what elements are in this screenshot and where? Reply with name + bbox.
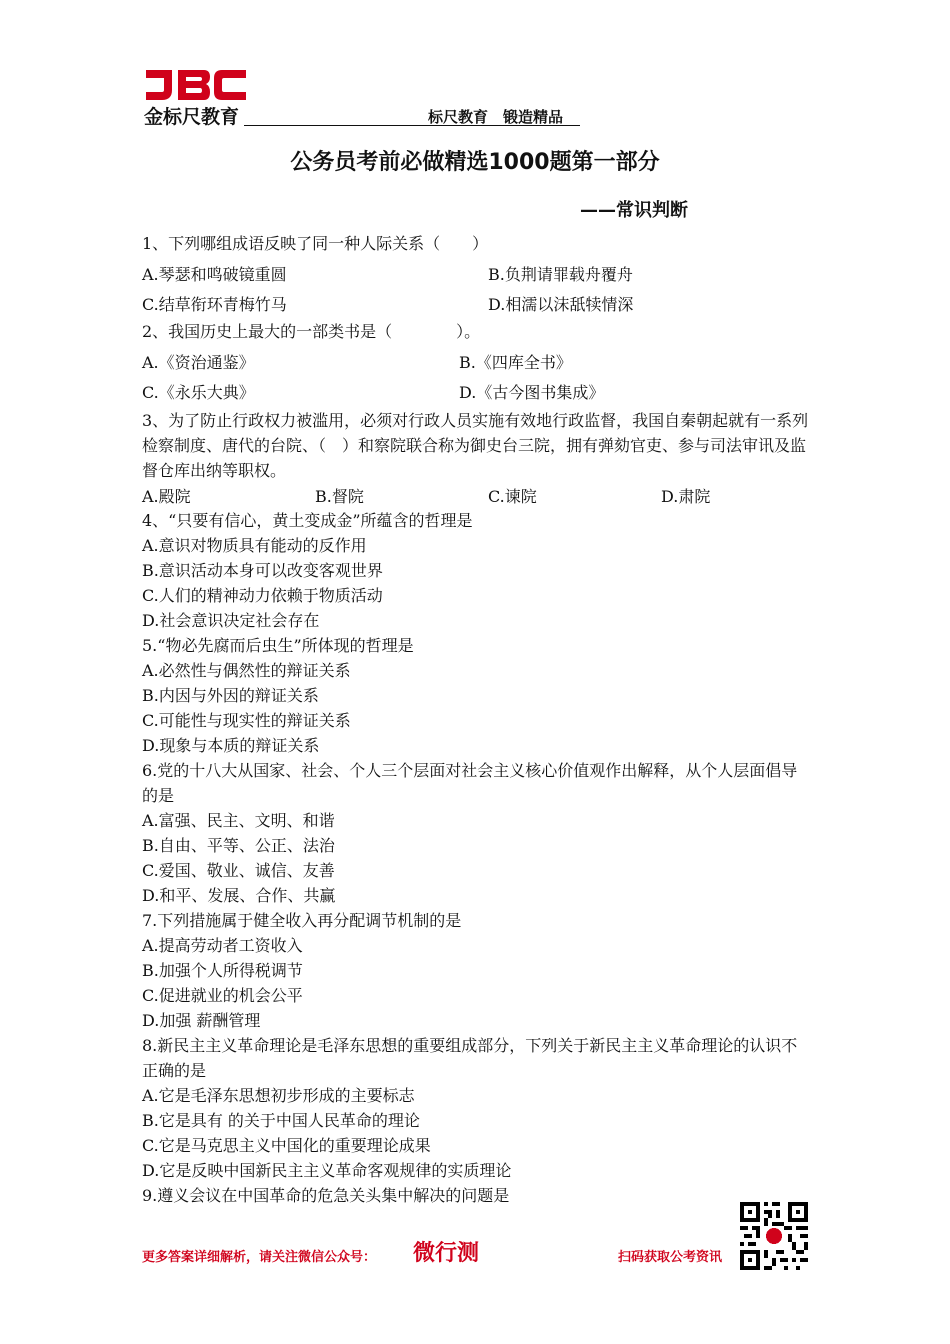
- option-a: A.富强、民主、文明、和谐: [142, 811, 335, 830]
- option-a: A.意识对物质具有能动的反作用: [142, 536, 367, 555]
- footer-qr-prompt: 扫码获取公考资讯: [618, 1250, 723, 1265]
- option-d: D.它是反映中国新民主主义革命客观规律的实质理论: [142, 1161, 512, 1180]
- option-d: D.和平、发展、合作、共赢: [142, 886, 336, 905]
- option-b: B.自由、平等、公正、法治: [142, 836, 335, 855]
- page-subtitle: ——常识判断: [580, 200, 688, 221]
- question-2-options-row-2: [142, 376, 810, 406]
- option-d: D.社会意识决定社会存在: [142, 611, 320, 630]
- option-a: A.它是毛泽东思想初步形成的主要标志: [142, 1086, 415, 1105]
- question-1-options-row-1: [142, 258, 810, 288]
- logo-text: 金标尺教育: [144, 106, 240, 128]
- jbc-logo-mark-icon: [142, 68, 248, 102]
- option-c: C.可能性与现实性的辩证关系: [142, 711, 351, 730]
- question-3-options: [142, 483, 810, 508]
- option-d: D.相濡以沫舐犊情深: [488, 294, 634, 314]
- header-slogan: 标尺教育 锻造精品: [428, 108, 564, 126]
- footer-wechat-brand: 微行测: [413, 1241, 480, 1266]
- option-c: C.谏院: [488, 487, 537, 506]
- question-3-stem: 3、为了防止行政权力被滥用，必须对行政人员实施有效地行政监督，我国自秦朝起就有一系列检察制度、唐代的台院、（ ）和察院联合称为御史台三院，拥有弹劾官吏、参与司法审讯及监督仓库出纳等职权。: [142, 411, 809, 480]
- option-a: A.琴瑟和鸣破镜重圆: [142, 264, 287, 284]
- question-1-options-row-2: [142, 288, 810, 318]
- option-a: A.必然性与偶然性的辩证关系: [142, 661, 351, 680]
- option-c: C.促进就业的机会公平: [142, 986, 303, 1005]
- option-a: A.提高劳动者工资收入: [142, 936, 303, 955]
- option-c: C.人们的精神动力依赖于物质活动: [142, 586, 383, 605]
- question-list: [142, 230, 810, 1208]
- option-d: D.加强 薪酬管理: [142, 1011, 261, 1030]
- option-b: B.加强个人所得税调节: [142, 961, 303, 980]
- option-b: B.意识活动本身可以改变客观世界: [142, 561, 383, 580]
- question-6-stem: 6.党的十八大从国家、社会、个人三个层面对社会主义核心价值观作出解释，从个人层面倡导的是: [142, 761, 798, 805]
- question-5-stem: 5.“物必先腐而后虫生”所体现的哲理是: [142, 636, 414, 655]
- page-title: 公务员考前必做精选1000题第一部分: [290, 150, 660, 175]
- question-7-stem: 7.下列措施属于健全收入再分配调节机制的是: [142, 911, 462, 930]
- question-2-options-row-1: [142, 346, 810, 376]
- option-b: B.它是具有 的关于中国人民革命的理论: [142, 1111, 420, 1130]
- option-d: D.肃院: [661, 487, 711, 506]
- question-9-stem: 9.遵义会议在中国革命的危急关头集中解决的问题是: [142, 1186, 510, 1205]
- question-2-stem: 2、我国历史上最大的一部类书是（ ）。: [142, 322, 481, 341]
- question-4-stem: 4、“只要有信心，黄土变成金”所蕴含的哲理是: [142, 511, 473, 530]
- option-b: B.内因与外因的辩证关系: [142, 686, 319, 705]
- option-b: B.督院: [315, 487, 364, 506]
- option-d: D.现象与本质的辩证关系: [142, 736, 320, 755]
- option-c: C.结草衔环青梅竹马: [142, 294, 287, 314]
- option-d: D.《古今图书集成》: [459, 382, 605, 402]
- option-c: C.《永乐大典》: [142, 382, 255, 402]
- option-a: A.殿院: [142, 487, 191, 506]
- jbc-logo: [142, 68, 248, 130]
- option-c: C.它是马克思主义中国化的重要理论成果: [142, 1136, 431, 1155]
- question-1-stem: 1、下列哪组成语反映了同一种人际关系（ ）: [142, 234, 489, 253]
- footer-wechat-prompt: 更多答案详细解析，请关注微信公众号：: [142, 1250, 377, 1265]
- option-c: C.爱国、敬业、诚信、友善: [142, 861, 335, 880]
- qr-code-icon: [740, 1202, 808, 1270]
- option-b: B.《四库全书》: [459, 352, 572, 372]
- question-8-stem: 8.新民主主义革命理论是毛泽东思想的重要组成部分，下列关于新民主主义革命理论的认识不正确的是: [142, 1036, 798, 1080]
- option-b: B.负荆请罪载舟覆舟: [488, 264, 633, 284]
- option-a: A.《资治通鉴》: [142, 352, 255, 372]
